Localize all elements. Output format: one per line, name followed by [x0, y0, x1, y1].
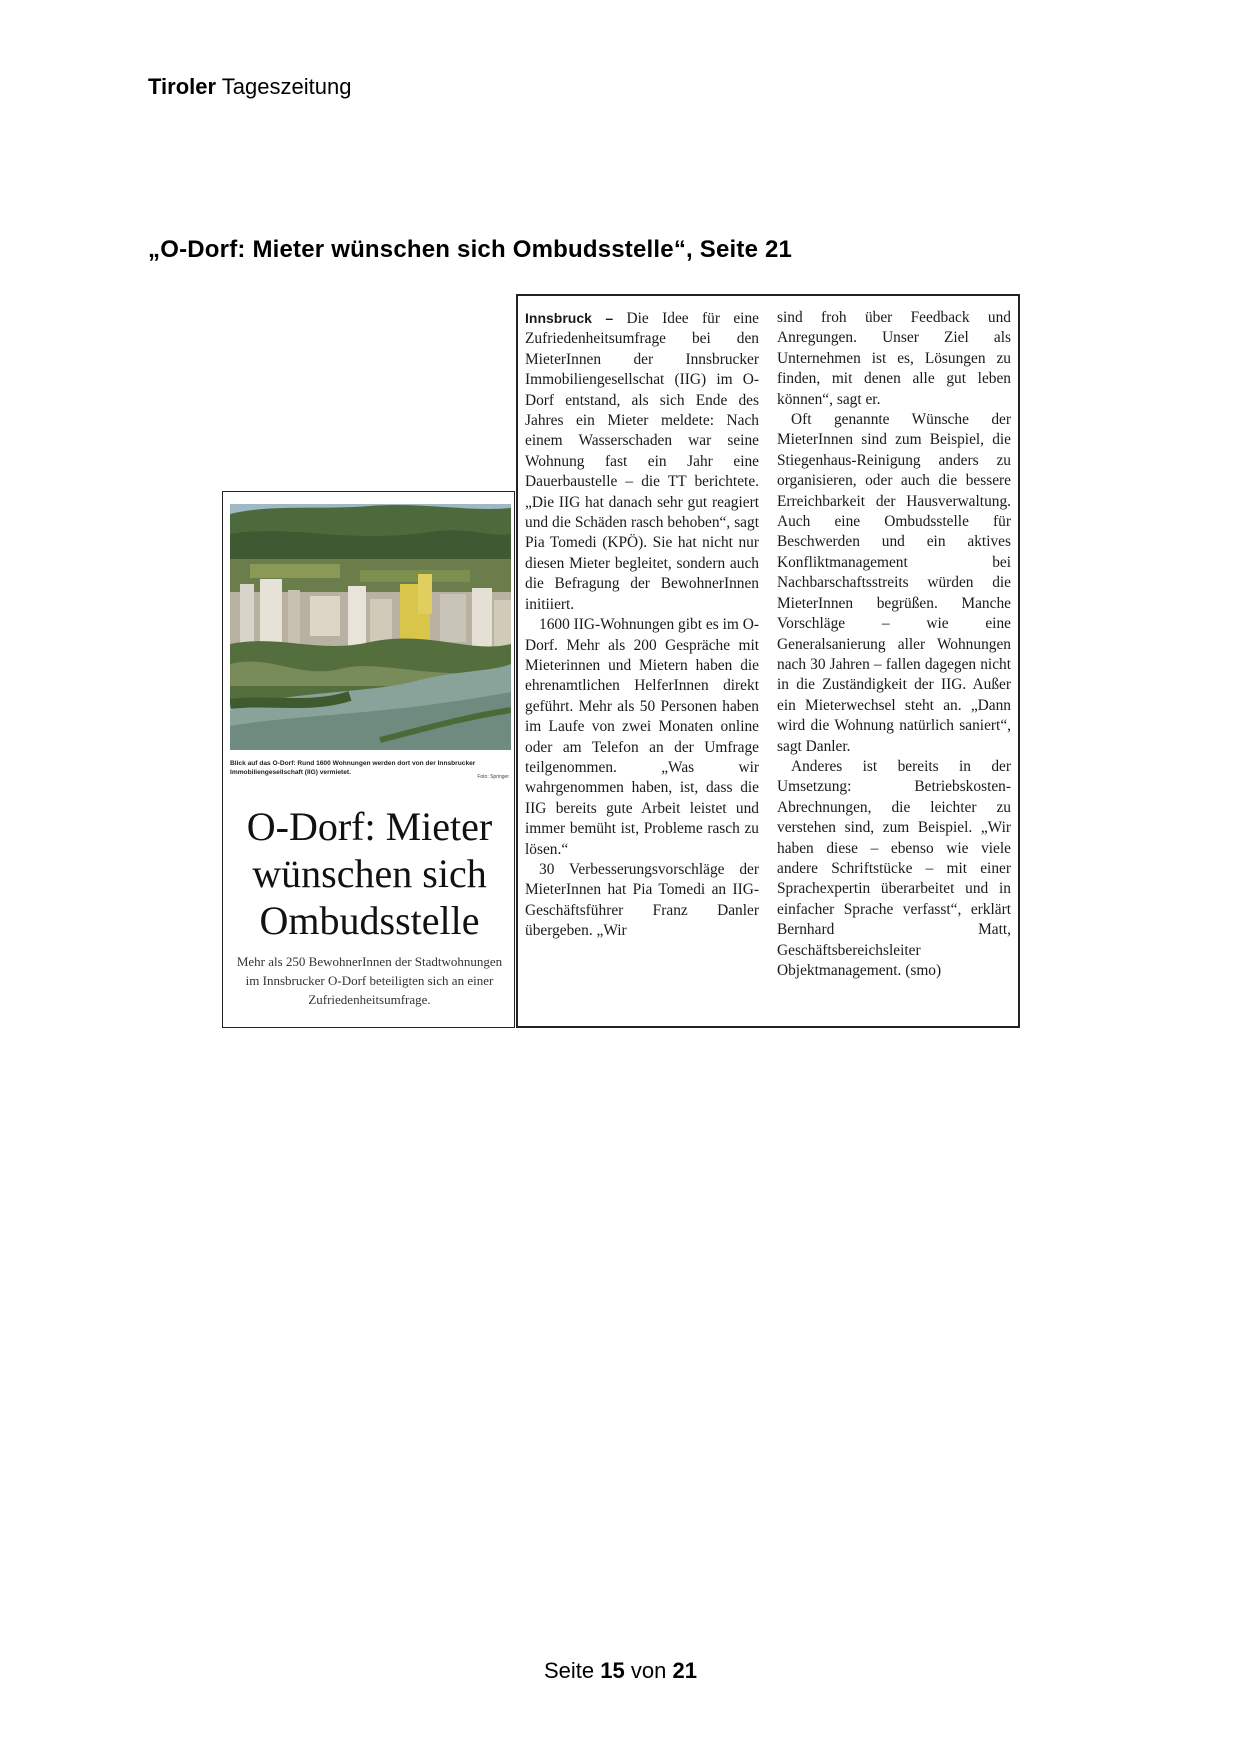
paragraph: 30 Verbesserungsvorschläge der MieterInnen hat Pia Tomedi an IIG-Geschäftsführer Franz Danler übergeben. „Wir: [525, 860, 759, 940]
clipping-left-panel: [222, 491, 515, 1028]
current-page: 15: [600, 1658, 625, 1683]
total-pages: 21: [672, 1658, 697, 1683]
paragraph: 1600 IIG-Wohnungen gibt es im O-Dorf. Mehr als 200 Gespräche mit Mieterinnen und Mietern haben die ehrenamtlichen HelferInnen direkt geführt. Mehr als 50 Personen haben im Laufe von zwei Monaten online oder am Telefon an der Umfrage teilgenommen. „Was wir wahrgenommen haben, ist, dass die IIG bereits gute Arbeit leistet und immer bemüht ist, Probleme rasch zu lösen.“: [525, 616, 759, 858]
page-number: [0, 1658, 1241, 1684]
paragraph: [525, 308, 759, 615]
clipping-headline: O-Dorf: Mieter wünschen sich Ombudsstelle: [246, 804, 493, 943]
photo-caption: Blick auf das O-Dorf: Rund 1600 Wohnungen werden dort von der Innsbrucker Immobiliengesellschaft (IIG) vermietet.: [230, 760, 476, 776]
publication-name-rest: Tageszeitung: [221, 74, 352, 99]
publication-name: [148, 74, 351, 100]
page-of: von: [630, 1658, 667, 1683]
publication-name-bold: Tiroler: [148, 74, 217, 99]
article-reference-title: „O-Dorf: Mieter wünschen sich Ombudsstelle“, Seite 21: [148, 236, 793, 263]
paragraph: sind froh über Feedback und Anregungen. Unser Ziel als Unternehmen ist es, Lösungen zu finden, mit denen alle gut leben können“, sagt er.: [777, 309, 1011, 408]
dateline: Innsbruck –: [525, 310, 614, 326]
page-prefix: Seite: [544, 1658, 595, 1683]
clipping-article-body: [516, 294, 1020, 1028]
article-column-1: [525, 308, 759, 942]
article-column-2: [777, 308, 1011, 981]
paragraph-text: Die Idee für eine Zufriedenheitsumfrage bei den MieterInnen der Innsbrucker Immobiliengesellschat (IIG) im O-Dorf entstand, als sich Ende des Jahres ein Mieter meldete: Nach einem Wasserschaden war seine Wohnung fast ein Jahr eine Dauerbaustelle – die TT berichtete. „Die IIG hat danach sehr gut reagiert und die Schäden rasch behoben“, sagt Pia Tomedi (KPÖ). Sie hat nicht nur diesen Mieter begleitet, sondern auch die Befragung der BewohnerInnen initiiert.: [525, 310, 759, 613]
clipping-subheadline: Mehr als 250 BewohnerInnen der Stadtwohnungen im Innsbrucker O-Dorf beteiligten sich an einer Zufriedenheitsumfrage.: [236, 954, 503, 1007]
photo-credit: Foto: Springer: [477, 774, 509, 780]
article-photo: [230, 504, 511, 750]
paragraph: Oft genannte Wünsche der MieterInnen sind zum Beispiel, die Stiegenhaus-Reinigung anders zu organisieren, oder auch die bessere Erreichbarkeit der Hausverwaltung. Auch eine Ombudsstelle für Beschwerden und ein aktives Konfliktmanagement bei Nachbarschaftsstreits würden die MieterInnen begrüßen. Manche Vorschläge – wie eine Generalsanierung aller Wohnungen nach 30 Jahren – fallen dagegen nicht in die Zuständigkeit der IIG. Außer ein Mieterwechsel steht an. „Dann wird die Wohnung natürlich saniert“, sagt Danler.: [777, 411, 1011, 755]
paragraph: Anderes ist bereits in der Umsetzung: Betriebskosten-Abrechnungen, die leichter zu verstehen sind, zum Beispiel. „Wir haben diese – ebenso wie viele andere Schriftstücke – mit einer Sprachexpertin überarbeitet und in einfacher Sprache verfasst“, erklärt Bernhard Matt, Geschäftsbereichsleiter Objektmanagement. (smo): [777, 757, 1011, 979]
city-river-photo: [230, 504, 511, 750]
